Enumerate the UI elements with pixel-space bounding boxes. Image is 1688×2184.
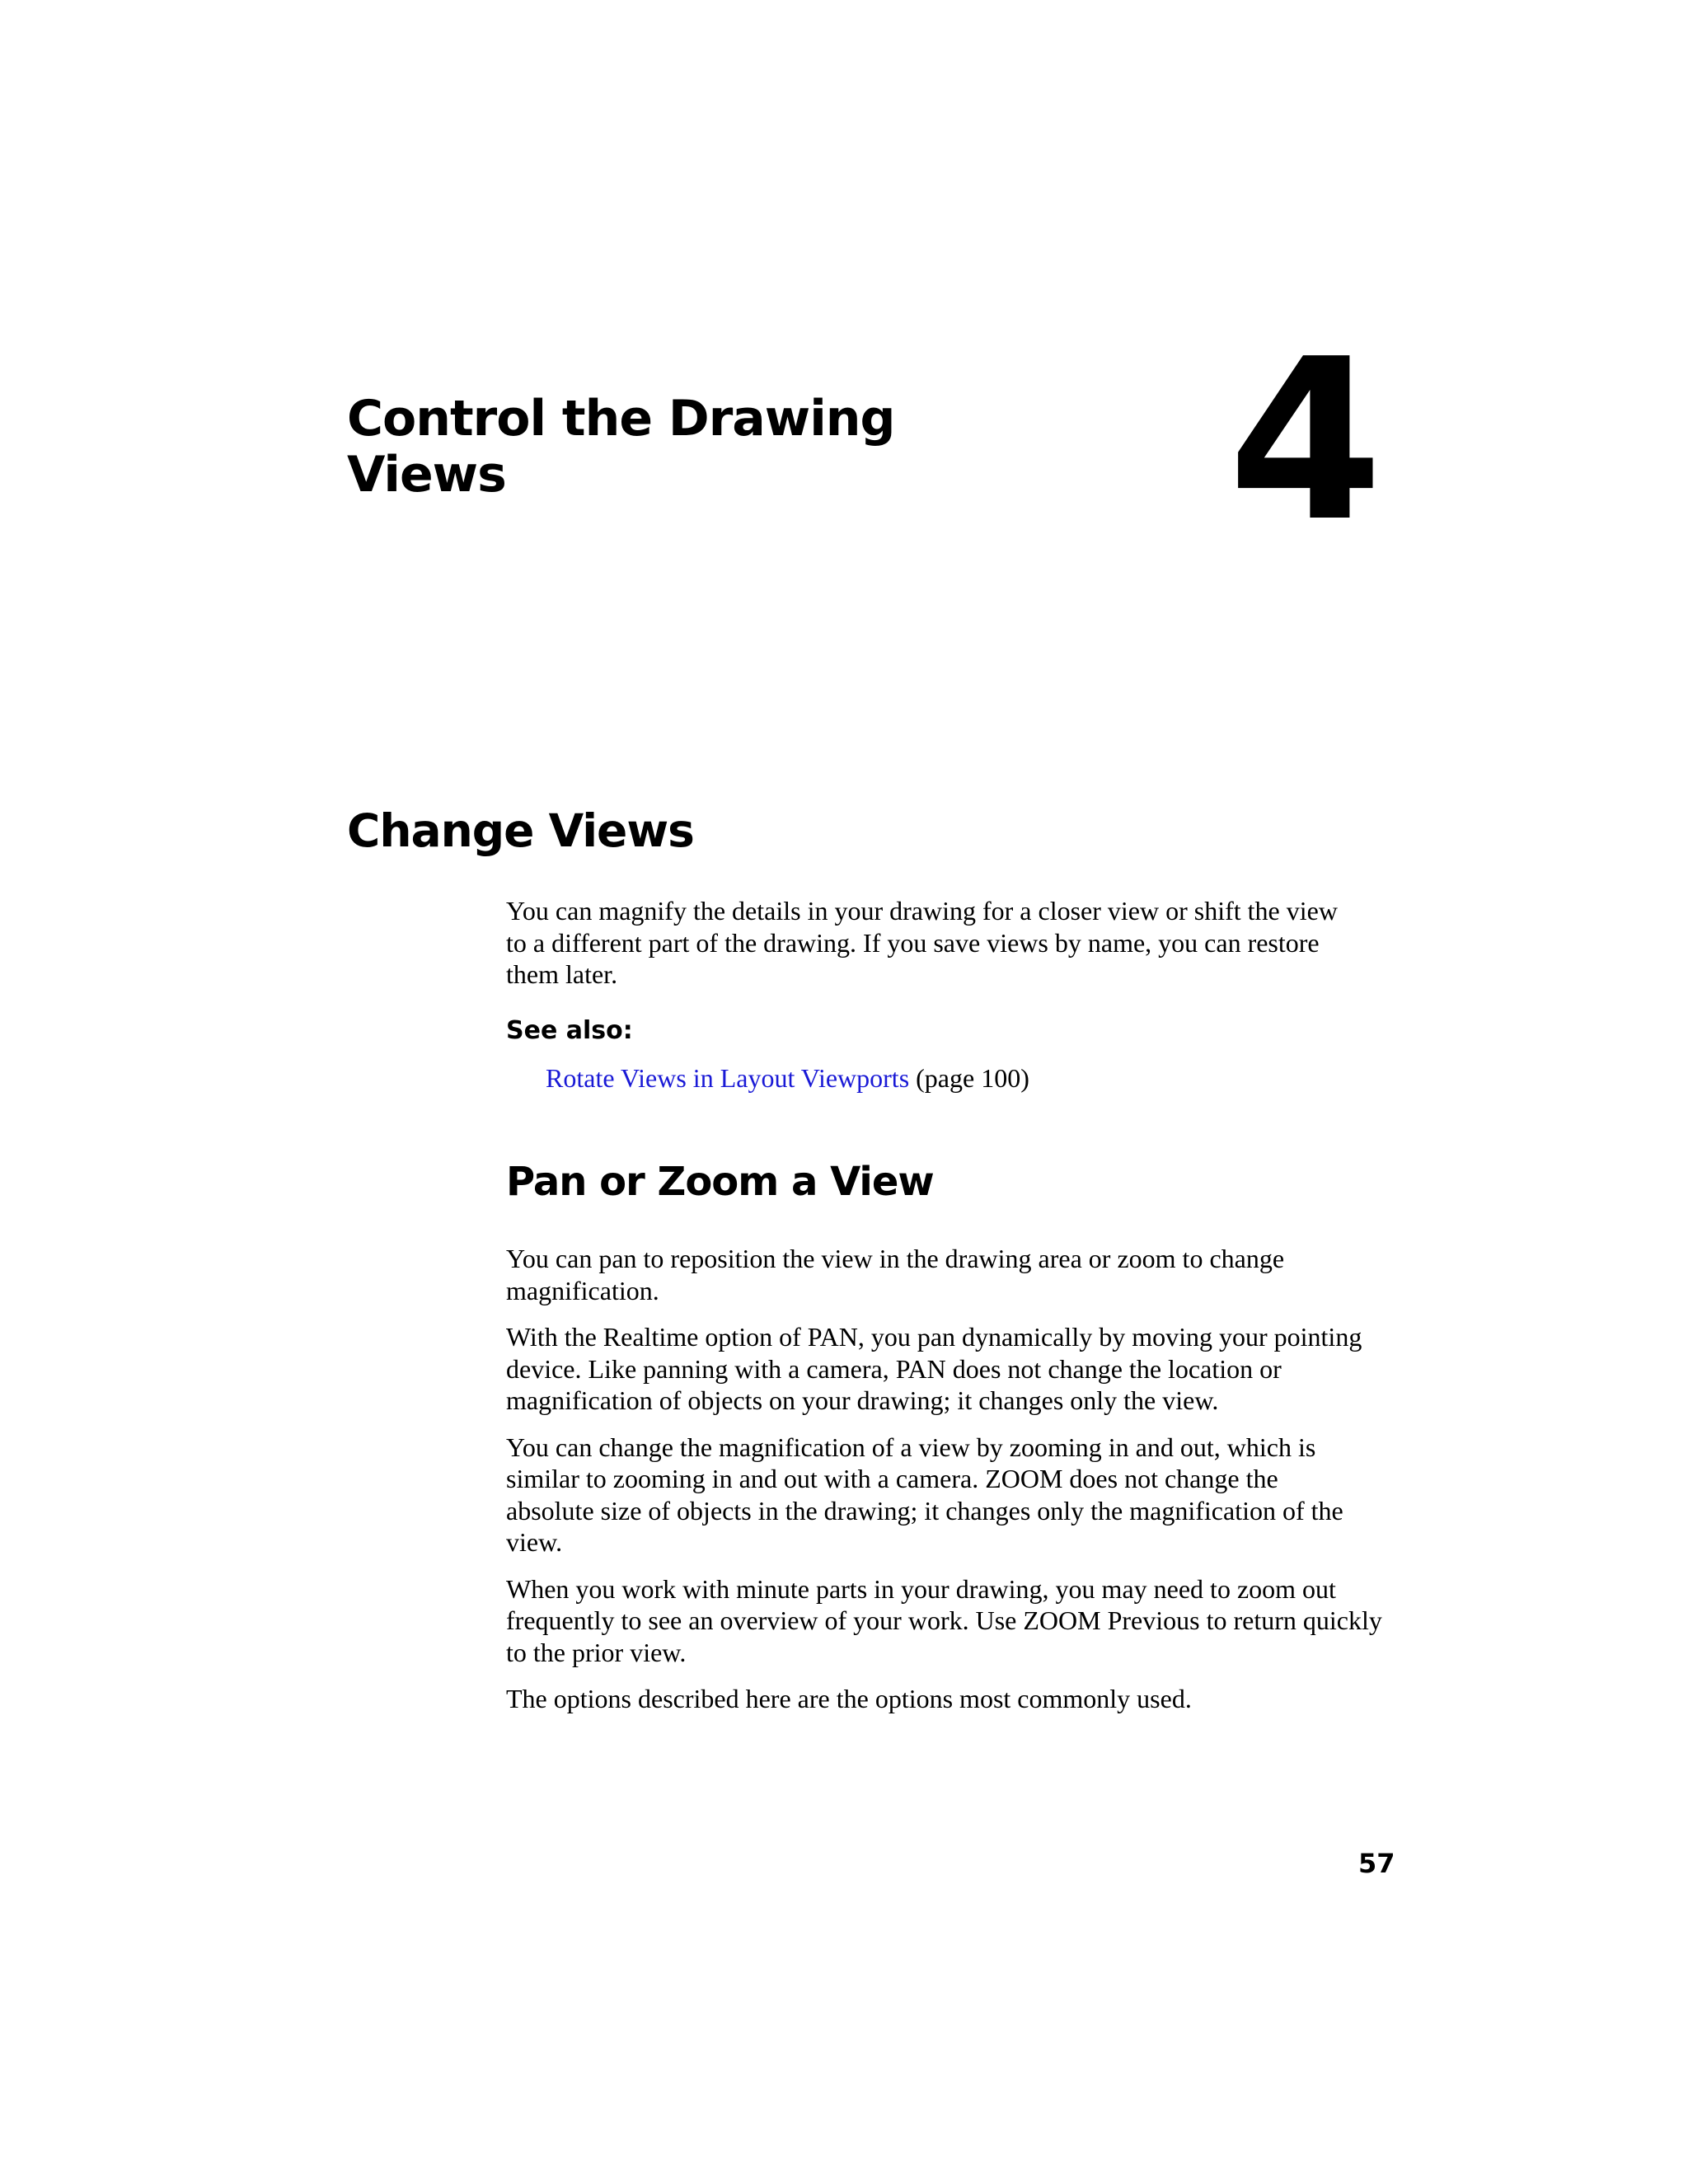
body-paragraph <box>506 1243 1413 1306</box>
chapter-title-line-2: Views <box>347 446 506 504</box>
paragraph-line: frequently to see an overview of your work. Use ZOOM Previous to return quickly <box>506 1605 1382 1635</box>
see-also-label: See also: <box>506 1016 633 1045</box>
chapter-number: 4 <box>1228 311 1383 570</box>
section-intro-paragraph <box>506 895 1413 991</box>
intro-line: You can magnify the details in your drawing for a closer view or shift the view <box>506 896 1338 926</box>
cross-reference-page: (page 100) <box>916 1063 1029 1093</box>
subsection-heading: Pan or Zoom a View <box>506 1159 934 1205</box>
body-paragraph <box>506 1683 1413 1715</box>
cross-reference-link[interactable]: Rotate Views in Layout Viewports <box>546 1063 910 1093</box>
intro-line: them later. <box>506 959 618 989</box>
paragraph-line: magnification of objects on your drawing; it changes only the view. <box>506 1385 1219 1415</box>
body-paragraph <box>506 1432 1413 1558</box>
paragraph-line: to the prior view. <box>506 1637 687 1667</box>
body-paragraph <box>506 1573 1413 1669</box>
paragraph-line: When you work with minute parts in your drawing, you may need to zoom out <box>506 1573 1336 1604</box>
paragraph-line: The options described here are the options most commonly used. <box>506 1684 1192 1713</box>
see-also-entry <box>546 1062 1029 1094</box>
paragraph-line: magnification. <box>506 1275 659 1305</box>
paragraph-line: device. Like panning with a camera, PAN does not change the location or <box>506 1353 1282 1384</box>
paragraph-line: similar to zooming in and out with a camera. ZOOM does not change the <box>506 1464 1278 1493</box>
paragraph-line: view. <box>506 1527 563 1557</box>
section-heading: Change Views <box>347 804 694 857</box>
body-paragraph <box>506 1321 1413 1417</box>
chapter-title-line-1: Control the Drawing <box>347 390 895 448</box>
chapter-title <box>347 391 924 503</box>
page-number: 57 <box>1358 1848 1395 1879</box>
subsection-body <box>506 1243 1413 1730</box>
paragraph-line: You can change the magnification of a view by zooming in and out, which is <box>506 1432 1316 1462</box>
paragraph-line: absolute size of objects in the drawing; it changes only the magnification of the <box>506 1495 1343 1526</box>
paragraph-line: You can pan to reposition the view in the drawing area or zoom to change <box>506 1244 1285 1273</box>
section-intro <box>506 895 1413 991</box>
paragraph-line: With the Realtime option of PAN, you pan dynamically by moving your pointing <box>506 1322 1362 1352</box>
intro-line: to a different part of the drawing. If you save views by name, you can restore <box>506 927 1320 958</box>
